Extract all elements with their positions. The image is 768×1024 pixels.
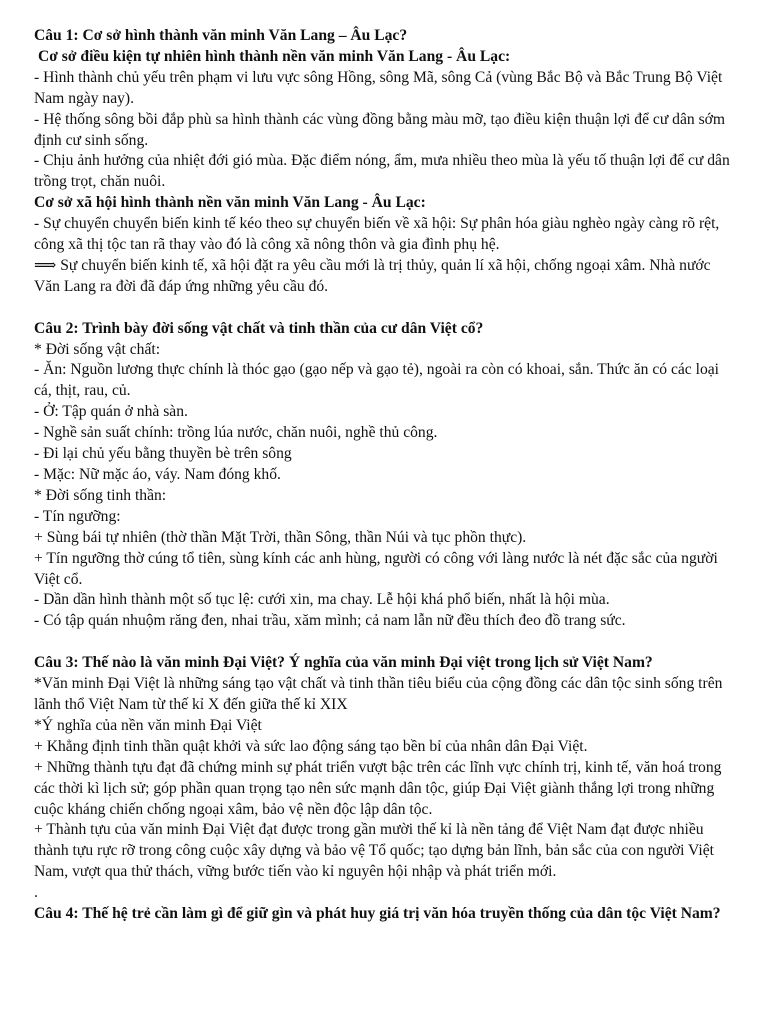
social-basis-line: ⟹ Sự chuyển biến kinh tế, xã hội đặt ra yêu cầu mới là trị thủy, quản lí xã hội, chống ngoại xâm. Nhà nước Văn Lang ra đời đã đáp ứng những yêu cầu đó.: [34, 256, 711, 295]
question-3-line: + Khẳng định tinh thần quật khởi và sức lao động sáng tạo bền bỉ của nhân dân Đại Việt.: [34, 737, 588, 755]
question-2-line: - Dần dần hình thành một số tục lệ: cưới xin, ma chay. Lễ hội khá phổ biến, nhất là hội mùa.: [34, 591, 610, 609]
question-3-line: *Ý nghĩa của nền văn minh Đại Việt: [34, 716, 262, 734]
question-1-section: [34, 26, 734, 298]
question-3-line: *Văn minh Đại Việt là những sáng tạo vật chất và tinh thần tiêu biểu của cộng đồng các dân tộc sinh sống trên lãnh thổ Việt Nam từ thế kỉ X đến giữa thế kỉ XIX: [34, 675, 723, 713]
question-3-line: + Những thành tựu đạt đã chứng minh sự phát triển vượt bậc trên các lĩnh vực chính trị, kinh tế, văn hoá trong các thời kì lịch sử; góp phần quan trọng tạo nên sức mạnh dân tộc, giúp Đại Việt giành thắng lợi trong những cuộc kháng chiến chống ngoại xâm, bảo vệ nền độc lập dân tộc.: [34, 758, 722, 818]
natural-basis-line: - Hệ thống sông bồi đắp phù sa hình thành các vùng đồng bằng màu mỡ, tạo điều kiện thuận lợi để cư dân sớm định cư sinh sống.: [34, 110, 726, 149]
question-3-section: [34, 653, 734, 904]
spacer: [34, 632, 734, 653]
question-3-line: + Thành tựu của văn minh Đại Việt đạt được trong gần mười thế kỉ là nền tảng để Việt Nam đạt được nhiều thành tựu rực rỡ trong công cuộc xây dựng và bảo vệ Tổ quốc; tạo dựng bản lĩnh, bản sắc của con người Việt Nam, vượt qua thử thách, vững bước tiến vào kỉ nguyên hội nhập và phát triển mới.: [34, 821, 714, 881]
natural-basis-line: - Chịu ảnh hưởng của nhiệt đới gió mùa. Đặc điểm nóng, ẩm, mưa nhiều theo mùa là yếu tố thuận lợi để cư dân trồng trọt, chăn nuôi.: [34, 152, 730, 191]
question-4-title: Câu 4: Thế hệ trẻ cần làm gì để giữ gìn và phát huy giá trị văn hóa truyền thống của dân tộc Việt Nam?: [34, 905, 721, 923]
document-page: [34, 26, 734, 925]
social-basis-heading: Cơ sở xã hội hình thành nền văn minh Văn Lang - Âu Lạc:: [34, 194, 426, 212]
question-3-line: .: [34, 884, 38, 902]
question-2-line: - Tín ngưỡng:: [34, 507, 121, 525]
question-2-line: - Ở: Tập quán ở nhà sàn.: [34, 403, 188, 421]
question-4-section: [34, 904, 734, 925]
question-2-line: - Đi lại chủ yếu bằng thuyền bè trên sông: [34, 445, 292, 463]
question-2-line: * Đời sống vật chất:: [34, 340, 161, 358]
natural-basis-line: - Hình thành chủ yếu trên phạm vi lưu vực sông Hồng, sông Mã, sông Cả (vùng Bắc Bộ và Bắc Trung Bộ Việt Nam ngày nay).: [34, 68, 723, 107]
question-2-title: Câu 2: Trình bày đời sống vật chất và tinh thần của cư dân Việt cổ?: [34, 319, 484, 337]
question-3-title: Câu 3: Thế nào là văn minh Đại Việt? Ý nghĩa của văn minh Đại việt trong lịch sử Việt Nam?: [34, 654, 653, 672]
question-2-section: [34, 319, 734, 633]
question-2-line: - Mặc: Nữ mặc áo, váy. Nam đóng khố.: [34, 466, 281, 484]
question-2-line: * Đời sống tinh thần:: [34, 486, 167, 504]
social-basis-line: - Sự chuyển chuyển biến kinh tế kéo theo sự chuyển biến về xã hội: Sự phân hóa giàu nghèo ngày càng rõ rệt, công xã thị tộc tan rã thay vào đó là công xã nông thôn và gia đình phụ hệ.: [34, 215, 720, 254]
question-2-line: + Tín ngưỡng thờ cúng tổ tiên, sùng kính các anh hùng, người có công với làng nước là nét đặc sắc của người Việt cổ.: [34, 549, 718, 588]
question-1-title: Câu 1: Cơ sở hình thành văn minh Văn Lang – Âu Lạc?: [34, 27, 408, 44]
question-2-line: + Sùng bái tự nhiên (thờ thần Mặt Trời, thần Sông, thần Núi và tục phồn thực).: [34, 528, 527, 546]
question-2-line: - Nghề sản suất chính: trồng lúa nước, chăn nuôi, nghề thủ công.: [34, 424, 438, 442]
question-2-line: - Có tập quán nhuộm răng đen, nhai trầu, xăm mình; cả nam lẫn nữ đều thích đeo đồ trang sức.: [34, 612, 626, 630]
natural-basis-heading: Cơ sở điều kiện tự nhiên hình thành nền văn minh Văn Lang - Âu Lạc:: [38, 47, 511, 65]
spacer: [34, 298, 734, 319]
question-2-line: - Ăn: Nguồn lương thực chính là thóc gạo (gạo nếp và gạo tẻ), ngoài ra còn có khoai, sắn. Thức ăn có các loại cá, thịt, rau, củ.: [34, 361, 719, 400]
